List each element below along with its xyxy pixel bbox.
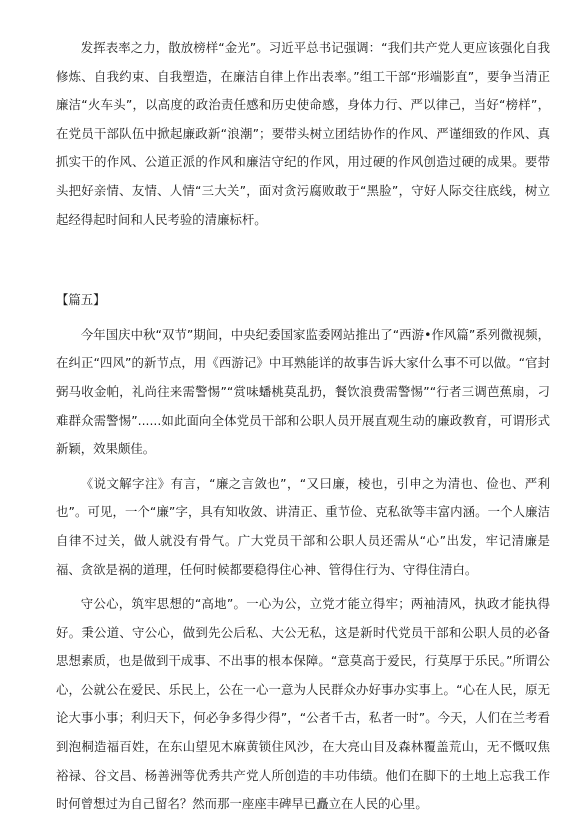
paragraph-role-model: 发挥表率之力，散放榜样“金光”。习近平总书记强调：“我们共产党人更应该强化自我修炼、自我约束、自我塑造，在廉洁自律上作出表率。”组工干部“形端影直”，要争当清正廉洁“火车头”，以高度的政治责任感和历史使命感，身体力行、严以律己，当好“榜样”，在党员干部队伍中掀起廉政新“浪潮”；要带头树立团结协作的作风、严谨细致的作风、真抓实干的作风、公道正派的作风和廉洁守纪的作风，用过硬的作风创造过硬的成果。要带头把好亲情、友情、人情“三大关”，面对贪污腐败敢于“黑脸”，守好人际交往底线，树立起经得起时间和人民考验的清廉标杆。 bbox=[56, 40, 550, 227]
paragraph-public-heart: 守公心，筑牢思想的“高地”。一心为公，立党才能立得牢；两袖清风，执政才能执得好。秉公道、守公心，做到先公后私、大公无私，这是新时代党员干部和公职人员的必备思想素质，也是做到干成事、不出事的根本保障。“意莫高于爱民，行莫厚于乐民。”所谓公心，公就公在爱民、乐民上，公在一心一意为人民群众办好事办实事上。“心在人民，原无论大事小事；利归天下，何必争多得少得”，“公者千古，私者一时”。今天，人们在兰考看到泡桐造福百姓，在东山望见木麻黄锁住风沙，在大亮山目及森林覆盖荒山，无不慨叹焦裕禄、谷文昌、杨善洲等优秀共产党人所创造的丰功伟绩。他们在脚下的土地上忘我工作时何曾想过为自己留名？然而那一座座丰碑早已矗立在人民的心里。 bbox=[56, 596, 550, 812]
paragraph-journey-west-videos: 今年国庆中秋“双节”期间，中央纪委国家监委网站推出了“西游•作风篇”系列微视频，在纠正“四风”的新节点，用《西游记》中耳熟能详的故事告诉大家什么事不可以做。“官封弼马收金帕，礼尚往来需警惕”“赏味蟠桃莫乱扔，餐饮浪费需警惕”“行者三调芭蕉扇，刁难群众需警惕”......如此面向全体党员干部和公职人员开展直观生动的廉政教育，可谓形式新颖，效果颇佳。 bbox=[56, 326, 550, 457]
paragraph-shuowen-lian: 《说文解字注》有言，“廉之言敛也”，“又曰廉，棱也，引申之为清也、俭也、严利也”。可见，一个“廉”字，具有知收敛、讲清正、重节俭、克私欲等丰富内涵。一个人廉洁自律不过关，做人就没有骨气。广大党员干部和公职人员还需从“心”出发，牢记清廉是福、贪欲是祸的道理，任何时候都要稳得住心神、管得住行为、守得住清白。 bbox=[56, 475, 550, 577]
section-title: 【篇五】 bbox=[56, 292, 106, 308]
